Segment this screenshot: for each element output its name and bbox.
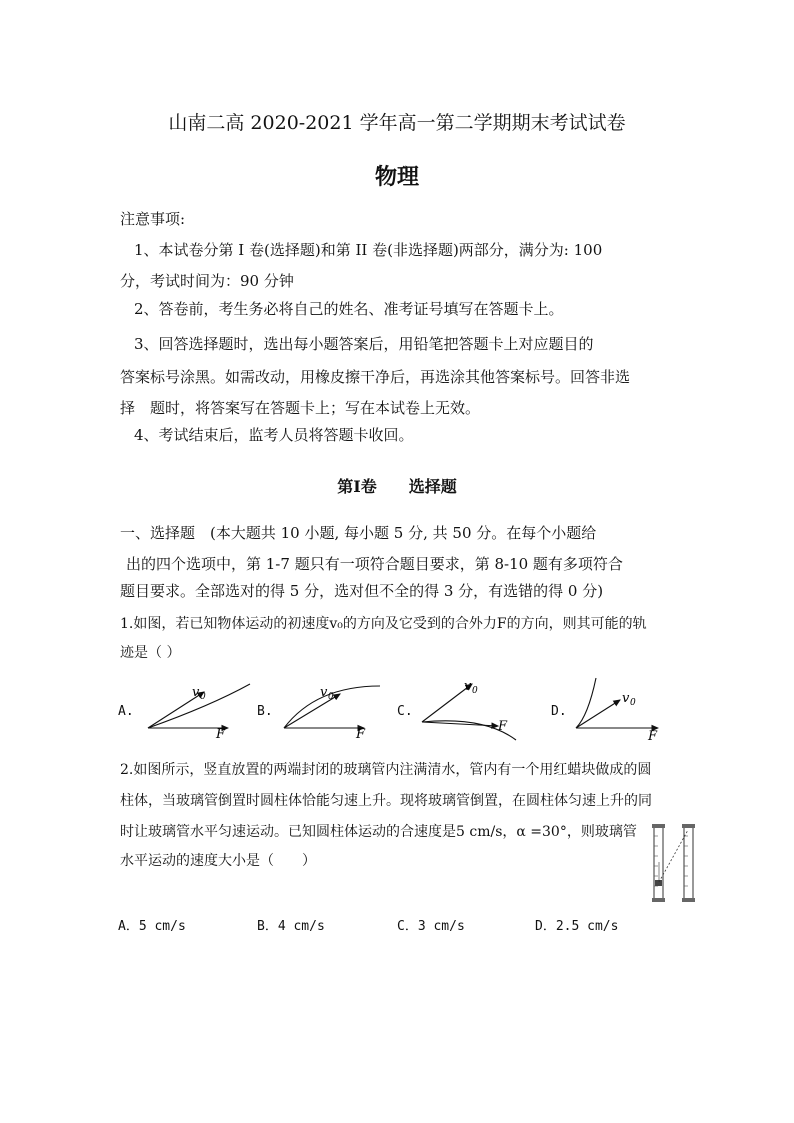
q1-figure-c bbox=[414, 676, 534, 746]
f-label: F bbox=[216, 727, 226, 742]
q1-line-1: 1.如图，若已知物体运动的初速度v₀的方向及它受到的合外力F的方向，则其可能的轨 bbox=[120, 616, 647, 632]
svg-text:0: 0 bbox=[630, 698, 636, 708]
notes-line-5: 答案标号涂黑。如需改动，用橡皮擦干净后，再选涂其他答案标号。回答非选 bbox=[120, 368, 631, 386]
f-label: F bbox=[356, 727, 366, 742]
q1-option-c: C. bbox=[397, 704, 413, 719]
svg-text:0: 0 bbox=[472, 686, 478, 696]
notes-line-2: 分，考试时间为：90 分钟 bbox=[120, 272, 294, 290]
section-intro-2: 出的四个选项中，第 1-7 题只有一项符合题目要求，第 8-10 题有多项符合 bbox=[126, 555, 623, 573]
notes-line-7: 4、考试结束后，监考人员将答题卡收回。 bbox=[134, 426, 414, 444]
q1-figure-a bbox=[140, 676, 260, 746]
v0-label: v bbox=[622, 691, 630, 706]
q2-line-3: 时让玻璃管水平匀速运动。已知圆柱体运动的合速度是5 cm/s，α =30°，则玻璃管 bbox=[120, 824, 637, 840]
q1-figure-b bbox=[276, 676, 396, 746]
q1-figure-d bbox=[568, 676, 698, 746]
notes-line-1: 1、本试卷分第 I 卷(选择题)和第 II 卷(非选择题)两部分，满分为: 100 bbox=[134, 241, 603, 259]
notes-line-3: 2、答卷前，考生务必将自己的姓名、准考证号填写在答题卡上。 bbox=[134, 300, 564, 318]
q2-option-d: D．2.5 cm/s bbox=[535, 919, 619, 934]
svg-text:0: 0 bbox=[200, 692, 206, 702]
q2-line-2: 柱体，当玻璃管倒置时圆柱体恰能匀速上升。现将玻璃管倒置，在圆柱体匀速上升的同 bbox=[120, 793, 652, 809]
v0-label: v bbox=[320, 685, 328, 700]
q2-glass-tube-figure bbox=[648, 822, 696, 906]
section-title: 第Ⅰ卷 选择题 bbox=[337, 477, 457, 496]
notes-line-6: 择 题时，将答案写在答题卡上；写在本试卷上无效。 bbox=[120, 399, 481, 417]
notes-line-4: 3、回答选择题时，选出每小题答案后，用铅笔把答题卡上对应题目的 bbox=[134, 335, 594, 353]
q1-option-a: A. bbox=[118, 704, 134, 719]
q1-option-b: B. bbox=[257, 704, 273, 719]
q1-line-2: 迹是（ ） bbox=[120, 645, 181, 661]
section-intro-3: 题目要求。全部选对的得 5 分，选对但不全的得 3 分，有选错的得 0 分) bbox=[120, 582, 604, 600]
notes-heading: 注意事项: bbox=[120, 210, 186, 228]
q2-option-a: A．5 cm/s bbox=[118, 919, 186, 934]
q1-option-d: D. bbox=[551, 704, 567, 719]
f-label: F bbox=[648, 729, 658, 744]
q2-option-b: B．4 cm/s bbox=[257, 919, 325, 934]
v0-label: v bbox=[192, 685, 200, 700]
v0-label: v bbox=[464, 679, 472, 694]
subject-title: 物理 bbox=[374, 164, 419, 190]
section-intro-1: 一、选择题 (本大题共 10 小题, 每小题 5 分, 共 50 分。在每个小题给 bbox=[120, 524, 597, 542]
svg-text:0: 0 bbox=[328, 692, 334, 702]
q2-option-c: C．3 cm/s bbox=[397, 919, 465, 934]
q2-line-4: 水平运动的速度大小是（ ） bbox=[120, 853, 316, 869]
q2-line-1: 2.如图所示，竖直放置的两端封闭的玻璃管内注满清水，管内有一个用红蜡块做成的圆 bbox=[120, 762, 652, 778]
f-label: F bbox=[498, 719, 508, 734]
exam-title: 山南二高 2020-2021 学年高一第二学期期末考试试卷 bbox=[168, 112, 626, 134]
